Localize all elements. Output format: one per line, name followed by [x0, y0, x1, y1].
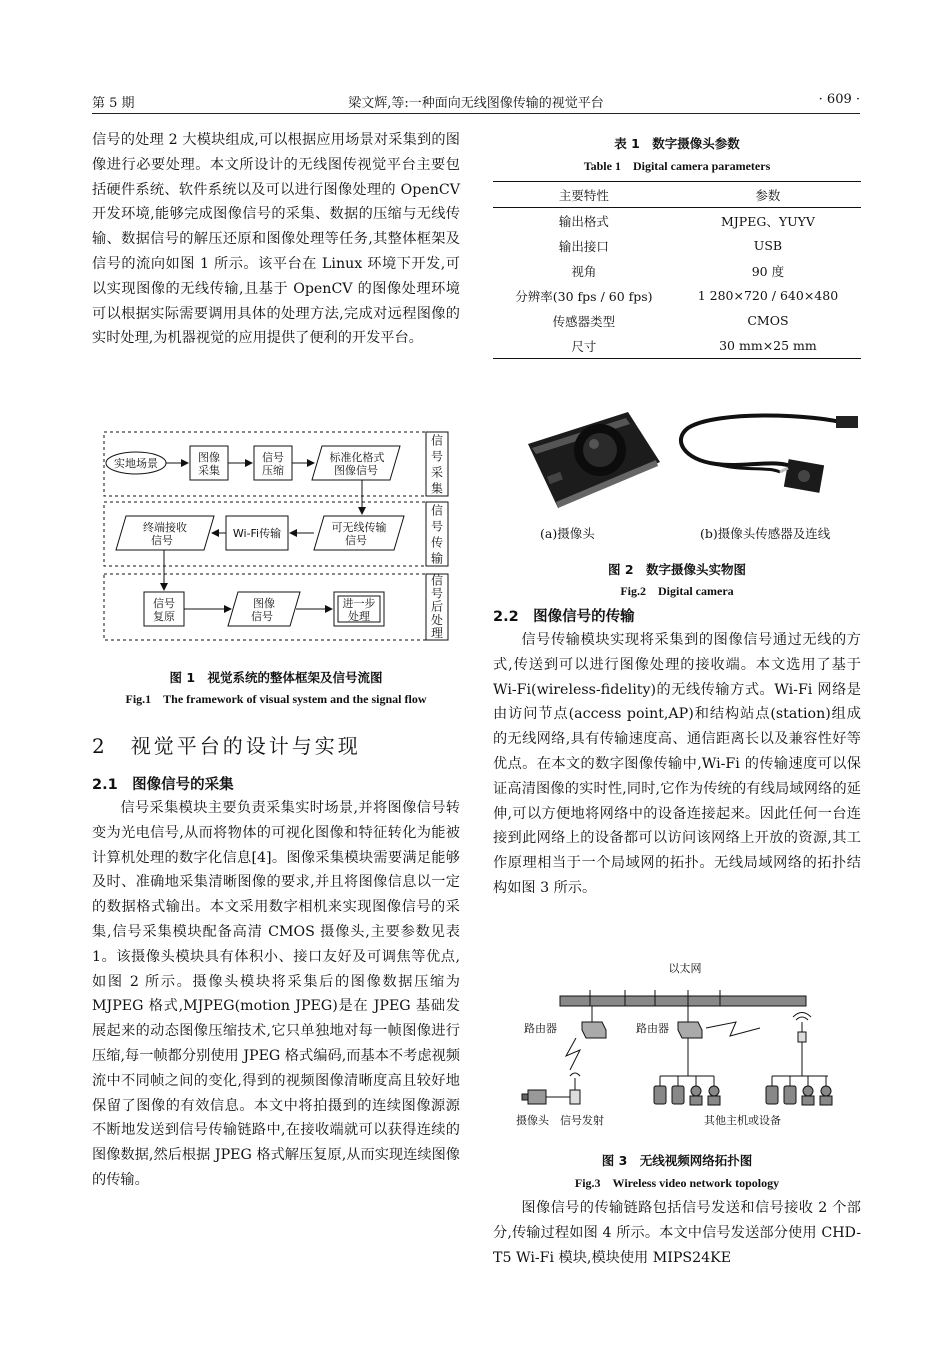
section-2-2-text: 信号传输模块实现将采集到的图像信号通过无线的方式,传送到可以进行图像处理的接收端。本文选用了基于 Wi-Fi(wireless-fidelity)的无线传输方式。Wi-Fi 网络是由访问节点(access point,AP)和结构站点(station)组成的无线网络,具有传输速度高、通信距离长以及兼容性好等优点。在本文的数字图像传输中,Wi-Fi 的传输速度可以保证高清图像的实时性,同时,它作为传统的有线局域网络的延伸,可以方便地将网络中的设备连接起来。因此任何一台连接到此网络上的设备都可以访问该网络上开放的资源,其工作原理相当于一个局域网的拓扑。无线局域网络的拓扑结构如图 3 所示。: [493, 632, 861, 896]
figure-3-network-topology: [510, 958, 850, 1130]
header-rule: [92, 113, 860, 114]
table1-camera-parameters: [493, 181, 861, 359]
fig3-ap-antenna: [793, 1013, 811, 1043]
fig1-side-label: 号: [430, 449, 444, 464]
table-row: 输出格式 MJPEG、YUYV: [558, 213, 815, 229]
fig2-camera-photo: [518, 404, 668, 514]
table1-header: 主要特性: [493, 182, 675, 208]
fig1-label-wireless: 可无线传输: [331, 521, 387, 534]
issue-number: 第 5 期: [92, 96, 135, 111]
fig3-label-router2: 路由器: [636, 1022, 669, 1035]
fig2-caption-en: Fig.2 Digital camera: [620, 584, 734, 598]
table-row: 传感器类型 CMOS: [552, 313, 789, 329]
fig3-device-group-1: [654, 1086, 720, 1105]
running-header: [92, 92, 860, 114]
fig1-label-image: 图像: [253, 597, 275, 610]
fig1-caption-cn: 图 1 视觉系统的整体框架及信号流图: [169, 670, 383, 685]
fig3-device-group-2: [766, 1086, 832, 1105]
fig1-label-terminal: 终端接收: [143, 521, 187, 534]
fig3-ethernet-bus: [560, 996, 806, 1006]
fig3-label-others: 其他主机或设备: [704, 1114, 781, 1127]
fig1-label-wireless: 信号: [345, 534, 367, 547]
fig1-label-acquire: 图像: [198, 451, 220, 464]
fig1-side-label: 号: [430, 586, 444, 601]
fig3-label-router1: 路由器: [524, 1022, 557, 1035]
fig1-label-standard: 图像信号: [334, 464, 378, 477]
fig1-label-image: 信号: [251, 610, 273, 623]
fig1-side-label: 理: [430, 626, 444, 641]
fig1-side-label: 传: [430, 535, 444, 550]
right-closing-paragraph: 图像信号的传输链路包括信号发送和信号接收 2 个部分,传输过程如图 4 所示。本文中信号发送部分使用 CHD-T5 Wi-Fi 模块,模块使用 MIPS24KE: [493, 1200, 861, 1266]
fig1-side-label: 采: [430, 465, 444, 480]
fig1-label-compress: 压缩: [262, 464, 284, 477]
fig1-label-standard: 标准化格式: [329, 451, 385, 464]
fig1-caption-en: Fig.1 The framework of visual system and the signal flow: [125, 692, 427, 706]
fig1-label-acquire: 采集: [198, 464, 220, 477]
table-row: 视角 90 度: [571, 263, 785, 279]
fig3-camera-icon: [522, 1090, 546, 1104]
fig1-side-label: 信: [430, 503, 444, 518]
fig3-label-transmitter: 信号发射: [560, 1114, 604, 1127]
intro-paragraph: 信号的处理 2 大模块组成,可以根据应用场景对采集到的图像进行必要处理。本文所设计的无线图传视觉平台主要包括硬件系统、软件系统以及可以进行图像处理的 OpenCV 开发环境,能够完成图像信号的采集、数据的压缩与无线传输、数据信号的解压还原和图像处理等任务,其整体框架及信号的流向如图 1 所示。该平台在 Linux 环境下开发,可以实现图像的无线传输,且基于 OpenCV 的图像处理环境可以根据实际需要调用具体的处理方法,完成对远程图像的实时处理,为机器视觉的应用提供了便利的开发平台。: [92, 132, 460, 347]
fig2-subcaption-b: (b)摄像头传感器及连线: [700, 526, 831, 541]
section-2-2-heading: 2.2 图像信号的传输: [493, 609, 635, 625]
fig1-side-label: 号: [430, 519, 444, 534]
table-row: 分辨率(30 fps / 60 fps) 1 280×720 / 640×480: [515, 288, 839, 304]
page-number: · 609 ·: [818, 92, 860, 107]
fig3-router-1: [582, 1022, 606, 1038]
fig1-label-further: 进一步: [342, 597, 376, 610]
fig3-label-ethernet: 以太网: [668, 962, 702, 975]
fig3-transmitter-icon: [570, 1073, 580, 1104]
fig1-label-wifi: Wi-Fi传输: [232, 527, 282, 540]
fig1-side-label: 处: [430, 612, 444, 627]
figure-1-flowchart: [100, 428, 450, 644]
running-title: 梁文辉,等:一种面向无线图像传输的视觉平台: [348, 96, 604, 111]
section-2-1-text: 信号采集模块主要负责采集实时场景,并将图像信号转变为光电信号,从而将物体的可视化图像和特征转化为能被计算机处理的数字化信息[4]。图像采集模块需要满足能够及时、准确地采集清晰图像的要求,并且将图像信息以一定的数据格式输出。本文采用数字相机来实现图像信号的采集,信号采集模块配备高清 CMOS 摄像头,主要参数见表 1。该摄像头模块具有体积小、接口友好及可调焦等优点,如图 2 所示。摄像头模块将采集后的图像数据压缩为 MJPEG 格式,MJPEG(motion JPEG)是在 JPEG 基础发展起来的动态图像压缩技术,它只单独地对每一帧图像进行压缩,每一帧都分别使用 JPEG 格式编码,而基本不考虑视频流中不同帧之间的变化,得到的视频图像清晰度高且较好地保留了图像的有效信息。本文中将拍摄到的连续图像源源不断地发送到信号传输链路中,在接收端就可以获得连续的图像数据,然后根据 JPEG 格式解压复原,从而实现连续图像的传输。: [92, 800, 460, 1188]
fig2-sensor-photo: [676, 410, 860, 500]
section-2-heading: 2 视觉平台的设计与实现: [92, 734, 361, 758]
fig1-side-label: 集: [430, 481, 444, 496]
fig1-label-terminal: 信号: [151, 534, 173, 547]
table1-caption-cn: 表 1 数字摄像头参数: [614, 136, 740, 151]
fig2-subcaption-a: (a)摄像头: [540, 526, 595, 541]
fig3-caption-en: Fig.3 Wireless video network topology: [574, 1176, 780, 1190]
fig3-caption-cn: 图 3 无线视频网络拓扑图: [601, 1153, 753, 1168]
table-row: 尺寸 30 mm×25 mm: [493, 333, 861, 359]
fig3-router-2: [678, 1022, 702, 1038]
fig2-caption-cn: 图 2 数字摄像头实物图: [607, 562, 747, 577]
table1-caption-en: Table 1 Digital camera parameters: [583, 159, 771, 173]
fig1-side-label: 输: [430, 551, 444, 566]
fig3-label-camera: 摄像头: [516, 1114, 549, 1127]
section-2-1-heading: 2.1 图像信号的采集: [92, 777, 234, 793]
table-row: 输出接口 USB: [558, 238, 783, 254]
fig1-label-restore: 复原: [153, 610, 175, 623]
fig1-label-restore: 信号: [153, 597, 175, 610]
fig1-label-scene: 实地场景: [114, 457, 158, 470]
fig1-label-further: 处理: [348, 610, 370, 623]
fig1-side-label: 信: [430, 573, 444, 588]
fig1-label-compress: 信号: [262, 451, 284, 464]
table1-header: 参数: [675, 182, 861, 208]
fig1-side-label: 信: [430, 433, 444, 448]
fig1-side-label: 后: [430, 599, 444, 614]
